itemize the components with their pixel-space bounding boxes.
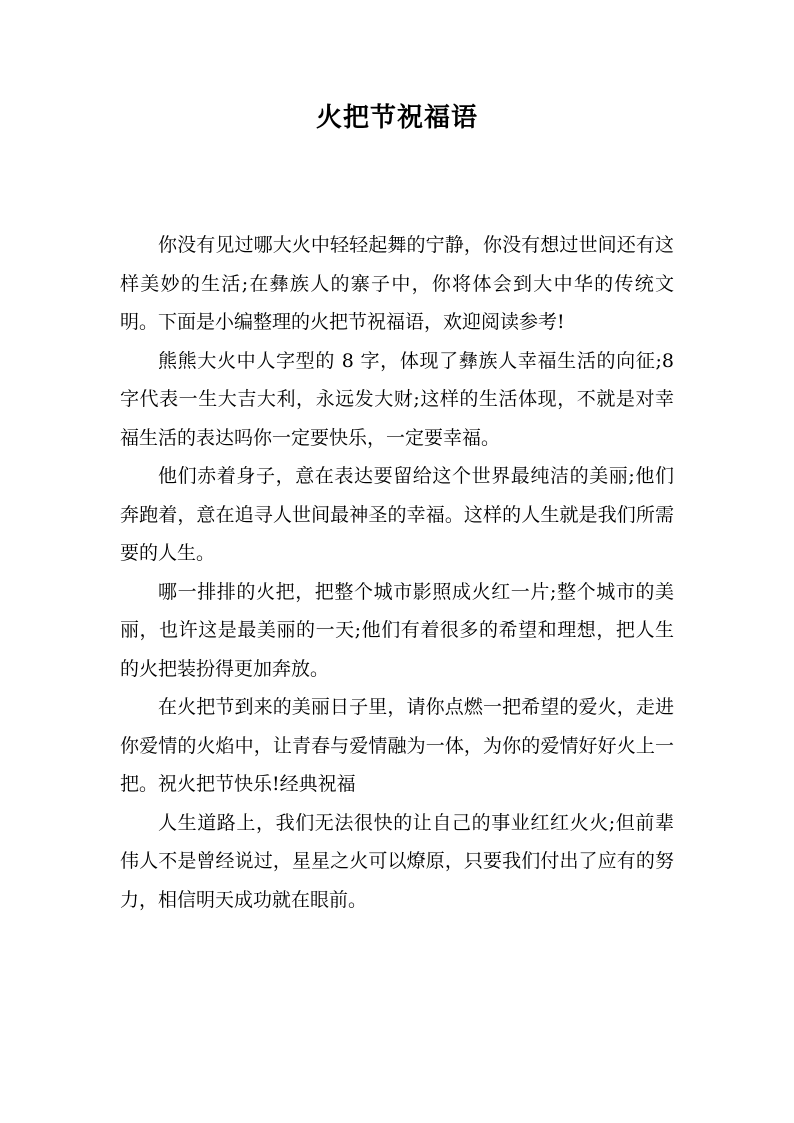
paragraph: 你没有见过哪大火中轻轻起舞的宁静，你没有想过世间还有这样美妙的生活;在彝族人的寨子中，你将体会到大中华的传统文明。下面是小编整理的火把节祝福语，欢迎阅读参考! — [120, 234, 674, 333]
paragraph: 熊熊大火中人字型的 8 字，体现了彝族人幸福生活的向征;8 字代表一生大吉大利，永远发大财;这样的生活体现，不就是对幸福生活的表达吗你一定要快乐，一定要幸福。 — [120, 349, 674, 449]
paragraph: 哪一排排的火把，把整个城市影照成火红一片;整个城市的美丽，也许这是最美丽的一天;他们有着很多的希望和理想，把人生的火把装扮得更加奔放。 — [120, 580, 674, 680]
document-title: 火把节祝福语 — [315, 103, 478, 133]
paragraph: 在火把节到来的美丽日子里，请你点燃一把希望的爱火，走进你爱情的火焰中，让青春与爱情融为一体，为你的爱情好好火上一把。祝火把节快乐!经典祝福 — [120, 696, 674, 795]
paragraph: 他们赤着身子，意在表达要留给这个世界最纯洁的美丽;他们奔跑着，意在追寻人世间最神圣的幸福。这样的人生就是我们所需要的人生。 — [120, 465, 674, 564]
paragraph: 人生道路上，我们无法很快的让自己的事业红红火火;但前辈伟人不是曾经说过，星星之火可以燎原，只要我们付出了应有的努力，相信明天成功就在眼前。 — [120, 811, 674, 911]
document-body — [120, 226, 674, 919]
